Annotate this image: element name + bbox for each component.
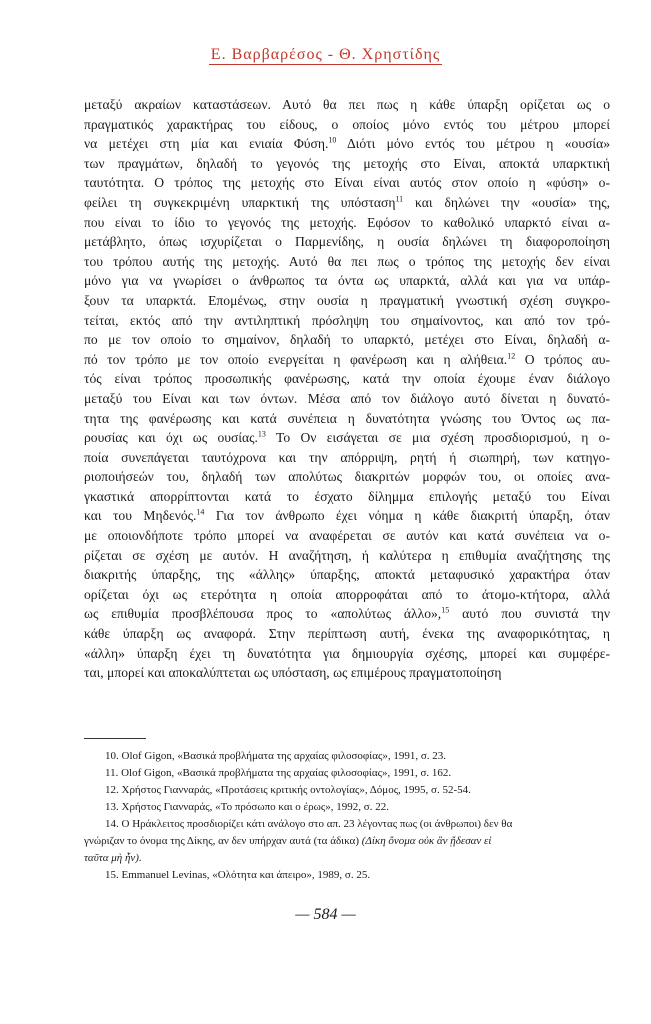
- page-number: — 584 —: [295, 906, 356, 923]
- body-text-segment: αυτό που συνιστά την: [449, 606, 611, 622]
- body-line: ριοποιήσεών του, δηλαδή των απολύτως διακριτών μορφών του, οι οποίες ανα-: [84, 469, 610, 485]
- body-line: [84, 193, 610, 213]
- body-text-segment: Για τον άνθρωπο έχει νόημα η κάθε διακριτή ύπαρξη, όταν: [204, 508, 610, 524]
- footnote-reference[interactable]: 14: [196, 507, 205, 517]
- footnote-line: 13. Χρήστος Γιανναράς, «Το πρόσωπο και ο έρως», 1992, σ. 22.: [105, 801, 389, 813]
- footnote-reference[interactable]: 11: [395, 194, 404, 204]
- running-head: [0, 46, 651, 64]
- body-line: τείται, εκτός από την αντιληπτική πρόσληψη του σημαίνοντος, και από τον τρό-: [84, 312, 610, 328]
- body-line: με οποιονδήποτε τρόπο μπορεί να αναφέρεται σε αυτόν και κατά συνέπεια να ο-: [84, 528, 610, 544]
- body-line: [84, 506, 610, 526]
- footnotes: [84, 748, 610, 884]
- body-text-segment: πό τον τρόπο με τον οποίο ενεργείται η φανέρωση και η αλήθεια.: [84, 351, 508, 367]
- body-line: τός είναι τρόπος προσωπικής φανέρωσης, κατά την οποία έχουμε έναν διάλογο: [84, 371, 610, 387]
- body-text-segment: ρουσίας και όχι ως ουσίας.: [84, 430, 258, 446]
- body-line: [84, 428, 610, 448]
- body-line: ορίζεται όχι ως ετερότητα η οποία απορροφάται από το άτομο-κτήτορα, αλλά: [84, 586, 610, 602]
- footnote-reference[interactable]: 12: [507, 351, 516, 361]
- footnote: [84, 782, 610, 799]
- body-line: μεταξύ ακραίων καταστάσεων. Αυτό θα πει πως η κάθε ύπαρξη ορίζεται ως ο: [84, 97, 610, 112]
- footnote-reference[interactable]: 15: [441, 605, 450, 615]
- body-line: των πραγμάτων, δηλαδή το γεγονός της μετοχής στο Είναι, αποκτά υπαρκτική: [84, 155, 610, 171]
- greek-quotation: (Δίκη ὄνομα οὐκ ἂν ᾔδεσαν εἰ: [361, 835, 492, 847]
- footnote-line: 12. Χρήστος Γιανναράς, «Προτάσεις κριτικής οντολογίας», Δόμος, 1995, σ. 52-54.: [105, 784, 471, 796]
- footnote: [84, 765, 610, 782]
- footnote-line: 11. Olof Gigon, «Βασικά προβλήματα της αρχαίας φιλοσοφίας», 1991, σ. 162.: [105, 767, 452, 779]
- body-line: ται, μπορεί και αποκαλύπτεται ως υπόσταση, ως επιμέρους πραγματοποίηση: [84, 665, 502, 681]
- body-text-segment: Διότι μόνο εντός του μέτρου η «ουσία»: [336, 136, 610, 152]
- body-line: πραγματικός χαρακτήρας του είδους, ο οποίος μόνο εντός του μέτρου μπορεί: [84, 116, 610, 132]
- body-line: ρίζεται σε σχέση με αυτόν. Η αναζήτηση, ή καλύτερα η επιθυμία αναζήτησης της: [84, 547, 610, 563]
- footnote: [84, 867, 610, 884]
- body-line: τητα της φανέρωσης και κατά συνέπεια η δυνατότητα γνώσης του Όντος ως πα-: [84, 410, 610, 426]
- body-line: [84, 134, 610, 154]
- footnote: [84, 748, 610, 765]
- body-line: που είναι το ίδιο το γεγονός της μετοχής. Εφόσον το καθολικό υπαρκτό είναι α-: [84, 214, 610, 230]
- body-line: διακριτής ύπαρξης, της «άλλης» ύπαρξης, αποκτά μεταφυσικό χαρακτήρα όταν: [84, 567, 610, 583]
- footnote-line: 10. Olof Gigon, «Βασικά προβλήματα της αρχαίας φιλοσοφίας», 1991, σ. 23.: [105, 750, 447, 762]
- body-line: [84, 604, 610, 624]
- body-line: του τρόπου αυτής της μετοχής. Αυτό θα πει πως ο τρόπος της μετοχής δεν είναι: [84, 253, 610, 269]
- footnote-separator: [84, 738, 146, 739]
- body-text-segment: Ο τρόπος αυ-: [515, 351, 611, 367]
- body-text-segment: ως επιθυμία προσβλέπουσα προς το «απολύτως άλλο»,: [84, 606, 442, 622]
- footnote-line: 15. Emmanuel Levinas, «Ολότητα και άπειρο», 1989, σ. 25.: [105, 869, 371, 881]
- body-text-segment: και δηλώνει την «ουσία» της,: [403, 194, 610, 210]
- body-text-segment: να μετέχει στη μία και ενιαία Φύση.: [84, 136, 329, 152]
- body-line: μετάβλητο, όπως ισχυρίζεται ο Παρμενίδης, η ουσία δηλώνει τη διαφοροποίηση: [84, 234, 610, 250]
- body-text: [84, 95, 610, 683]
- body-line: ταυτότητα. Ο τρόπος της μετοχής στο Είναι είναι αυτός στον οποίο η «φύση» ο-: [84, 175, 610, 191]
- footnote-line: 14. Ο Ηράκλειτος προσδιορίζει κάτι ανάλογο στο απ. 23 λέγοντας πως (οι άνθρωποι) δεν θα: [105, 818, 513, 830]
- body-line: ποία συνεπάγεται ταυτόχρονα και την απόρριψη, ρητή ή σιωπηρή, των κατηγο-: [84, 449, 610, 465]
- body-line: πο με τον οποίο το σημαίνον, δηλαδή το υπαρκτό, μετέχει στο Είναι, δηλαδή α-: [84, 332, 610, 348]
- body-line: «άλλη» ύπαρξη έχει τη δυνατότητα για δημιουργία σχέσης, μπορεί και συμφέρε-: [84, 645, 610, 661]
- body-text-segment: και του Μηδενός.: [84, 508, 197, 524]
- body-line: γκαστικά απορρίπτονται κατά το έσχατο δίλημμα επιλογής μεταξύ του Είναι: [84, 488, 610, 504]
- footnote: [84, 816, 610, 867]
- body-text-segment: Το Ον εισάγεται σε μια σχέση προσδιορισμού, η ο-: [265, 430, 610, 446]
- body-line: κάθε ύπαρξη ως αναφορά. Στην περίπτωση αυτή, ένεκα της αναφορικότητας, η: [84, 626, 610, 642]
- body-line: ξουν τα υπαρκτά. Επομένως, στην ουσία η πραγματική γνωστική σχέση συγκρο-: [84, 292, 610, 308]
- body-line: [84, 350, 610, 370]
- greek-quotation: ταῦτα μὴ ἦν).: [84, 852, 142, 864]
- running-head-text: Ε. Βαρβαρέσος - Θ. Χρηστίδης: [210, 46, 441, 63]
- footnote: [84, 799, 610, 816]
- footnote-reference[interactable]: 10: [328, 135, 337, 145]
- body-line: μεταξύ του Είναι και των όντων. Μέσα από τον διάλογο αυτό δίνεται η δυνατό-: [84, 390, 610, 406]
- footnote-reference[interactable]: 13: [257, 429, 266, 439]
- body-text-segment: φείλει τη συγκεκριμένη υπαρκτική της υπόσταση: [84, 194, 396, 210]
- footnote-line: γνώριζαν το όνομα της Δίκης, αν δεν υπήρχαν αυτά (τα άδικα) (Δίκη ὄνομα οὐκ ἂν ᾔδεσαν εἰ: [84, 835, 492, 847]
- body-line: μόνο για να γνωρίσει ο άνθρωπος τα όντα ως υπαρκτά, αλλά και για να υπάρ-: [84, 273, 610, 289]
